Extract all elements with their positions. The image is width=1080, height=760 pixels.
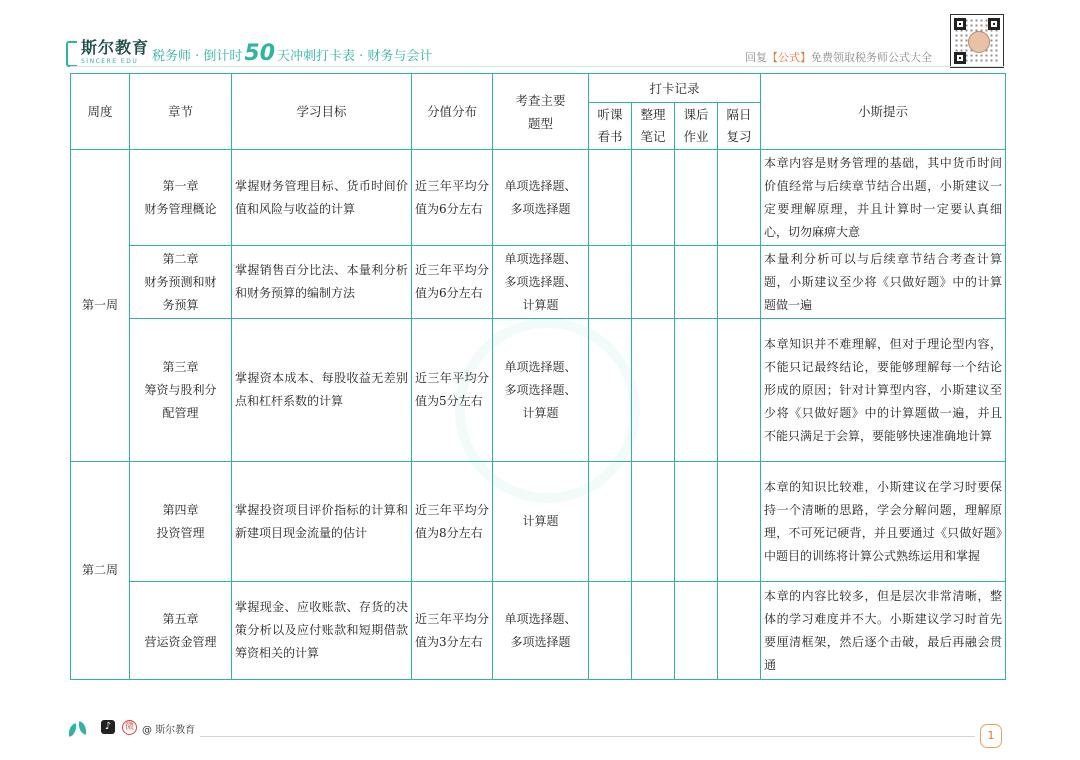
formula-promo-text: [745, 49, 932, 65]
week-cell: 第二周: [71, 462, 130, 680]
chapter-name: 营运资金管理: [144, 634, 217, 649]
table-row: [71, 246, 1006, 319]
checkbox-notes[interactable]: [632, 582, 675, 680]
checkbox-homework[interactable]: [675, 246, 718, 319]
chapter-name: 筹资与股利分配管理: [144, 382, 217, 420]
checkbox-review[interactable]: [718, 582, 761, 680]
checkbox-listen[interactable]: [589, 462, 632, 582]
tip-cell: 本章的知识比较难，小斯建议在学习时要保持一个清晰的思路，学会分解问题，理解原理，不可死记硬背，并且要通过《只做好题》中题目的训练将计算公式熟练运用和掌握: [761, 462, 1006, 582]
page-number: 1: [980, 724, 1002, 748]
table-row: [71, 319, 1006, 462]
week-cell: 第一周: [71, 150, 130, 462]
subheader-next-day: 隔日: [726, 107, 752, 122]
checkbox-review[interactable]: [718, 150, 761, 246]
header-divider: [70, 66, 1004, 67]
chapter-name: 投资管理: [156, 525, 205, 540]
table-row: [71, 582, 1006, 680]
chapter-number: 第三章: [162, 359, 199, 374]
question-type-cell: 单项选择题、多项选择题: [493, 582, 589, 680]
subheader-listen-read: [589, 103, 632, 150]
chapter-cell: [130, 246, 232, 319]
checkbox-review[interactable]: [718, 462, 761, 582]
study-plan-table: [70, 73, 1006, 680]
qr-code-icon: [950, 14, 1004, 68]
subheader-note: 笔记: [640, 129, 666, 144]
chapter-number: 第一章: [162, 178, 199, 193]
subheader-review: [718, 103, 761, 150]
score-cell: 近三年平均分值为8分左右: [412, 462, 493, 582]
chapter-number: 第二章: [162, 251, 199, 266]
question-type-cell: 单项选择题、多项选择题、计算题: [493, 319, 589, 462]
checkbox-listen[interactable]: [589, 582, 632, 680]
subheader-organize: 整理: [640, 107, 666, 122]
chapter-name: 财务预测和财务预算: [144, 274, 217, 312]
subheader-read: 看书: [597, 129, 623, 144]
question-type-cell: 单项选择题、多项选择题: [493, 150, 589, 246]
score-cell: 近三年平均分值为6分左右: [412, 246, 493, 319]
score-cell: 近三年平均分值为6分左右: [412, 150, 493, 246]
header-checkin: 打卡记录: [589, 74, 761, 103]
checkbox-listen[interactable]: [589, 319, 632, 462]
checkbox-listen[interactable]: [589, 150, 632, 246]
checkbox-homework[interactable]: [675, 150, 718, 246]
page-header: [0, 0, 1080, 72]
header-chapter: 章节: [130, 74, 232, 150]
subheader-homework: [675, 103, 718, 150]
chapter-cell: [130, 150, 232, 246]
promo-rest: 免费领取税务师公式大全: [811, 51, 932, 64]
header-week: 周度: [71, 74, 130, 150]
question-type-cell: 计算题: [493, 462, 589, 582]
chapter-number: 第四章: [162, 502, 199, 517]
score-cell: 近三年平均分值为5分左右: [412, 319, 493, 462]
chapter-cell: [130, 582, 232, 680]
logo-mark-icon: [66, 41, 77, 67]
checkbox-homework[interactable]: [675, 319, 718, 462]
question-type-cell: 单项选择题、多项选择题、计算题: [493, 246, 589, 319]
footer-divider: [200, 736, 975, 737]
tip-cell: 本章内容是财务管理的基础，其中货币时间价值经常与后续章节结合出题，小斯建议一定要理解原理，并且计算时一定要认真细心，切勿麻痹大意: [761, 150, 1006, 246]
table-row: [71, 150, 1006, 246]
chapter-cell: [130, 462, 232, 582]
avatar: [968, 31, 990, 53]
sincere-edu-logo: [66, 40, 149, 67]
subheader-revise: 复习: [726, 129, 752, 144]
logo-chinese-text: 斯尔教育: [81, 38, 150, 57]
page-footer: [0, 712, 1080, 760]
page-title: [152, 41, 433, 66]
header-goal: 学习目标: [232, 74, 412, 150]
social-handle: @ 斯尔教育: [142, 725, 196, 736]
table-row: [71, 462, 1006, 582]
table-header-row: [71, 74, 1006, 103]
chapter-name: 财务管理概论: [144, 201, 217, 216]
logo-english-text: SINCERE EDU: [81, 58, 139, 65]
goal-cell: 掌握现金、应收账款、存货的决策分析以及应付账款和短期借款筹资相关的计算: [232, 582, 412, 680]
chapter-cell: [130, 319, 232, 462]
goal-cell: 掌握财务管理目标、货币时间价值和风险与收益的计算: [232, 150, 412, 246]
weibo-icon[interactable]: 微: [122, 720, 137, 735]
checkbox-review[interactable]: [718, 319, 761, 462]
score-cell: 近三年平均分值为3分左右: [412, 582, 493, 680]
header-question-type: [493, 74, 589, 150]
checkbox-notes[interactable]: [632, 462, 675, 582]
checkbox-notes[interactable]: [632, 150, 675, 246]
countdown-number: 50: [244, 41, 276, 66]
checkbox-homework[interactable]: [675, 462, 718, 582]
subheader-assignment: 作业: [683, 129, 709, 144]
goal-cell: 掌握资本成本、每股收益无差别点和杠杆系数的计算: [232, 319, 412, 462]
subheader-notes: [632, 103, 675, 150]
subheader-after-class: 课后: [683, 107, 709, 122]
promo-keyword: 【公式】: [767, 51, 811, 64]
header-tip: 小斯提示: [761, 74, 1006, 150]
tip-cell: 本量利分析可以与后续章节结合考查计算题，小斯建议至少将《只做好题》中的计算题做一遍: [761, 246, 1006, 319]
checkbox-notes[interactable]: [632, 319, 675, 462]
tip-cell: 本章知识并不难理解，但对于理论型内容，不能只记最终结论，要能够理解每一个结论形成的原因；针对计算型内容，小斯建议至少将《只做好题》中的计算题做一遍，并且不能只满足于会算，要能够快速准确地计算: [761, 319, 1006, 462]
checkbox-notes[interactable]: [632, 246, 675, 319]
goal-cell: 掌握投资项目评价指标的计算和新建项目现金流量的估计: [232, 462, 412, 582]
title-suffix: 天冲刺打卡表 · 财务与会计: [277, 49, 433, 64]
checkbox-listen[interactable]: [589, 246, 632, 319]
goal-cell: 掌握销售百分比法、本量利分析和财务预算的编制方法: [232, 246, 412, 319]
chapter-number: 第五章: [162, 611, 199, 626]
checkbox-homework[interactable]: [675, 582, 718, 680]
tiktok-icon[interactable]: ♪: [101, 720, 115, 734]
sprout-logo-icon: [68, 722, 90, 736]
promo-reply: 回复: [745, 51, 767, 64]
tip-cell: 本章的内容比较多，但是层次非常清晰，整体的学习难度并不大。小斯建议学习时首先要厘清框架，然后逐个击破，最后再融会贯通: [761, 582, 1006, 680]
subheader-listen: 听课: [597, 107, 623, 122]
header-score: 分值分布: [412, 74, 493, 150]
header-question-type-line1: 考查主要: [515, 92, 566, 108]
header-question-type-line2: 题型: [527, 115, 553, 131]
title-prefix: 税务师 · 倒计时: [152, 49, 243, 64]
checkbox-review[interactable]: [718, 246, 761, 319]
